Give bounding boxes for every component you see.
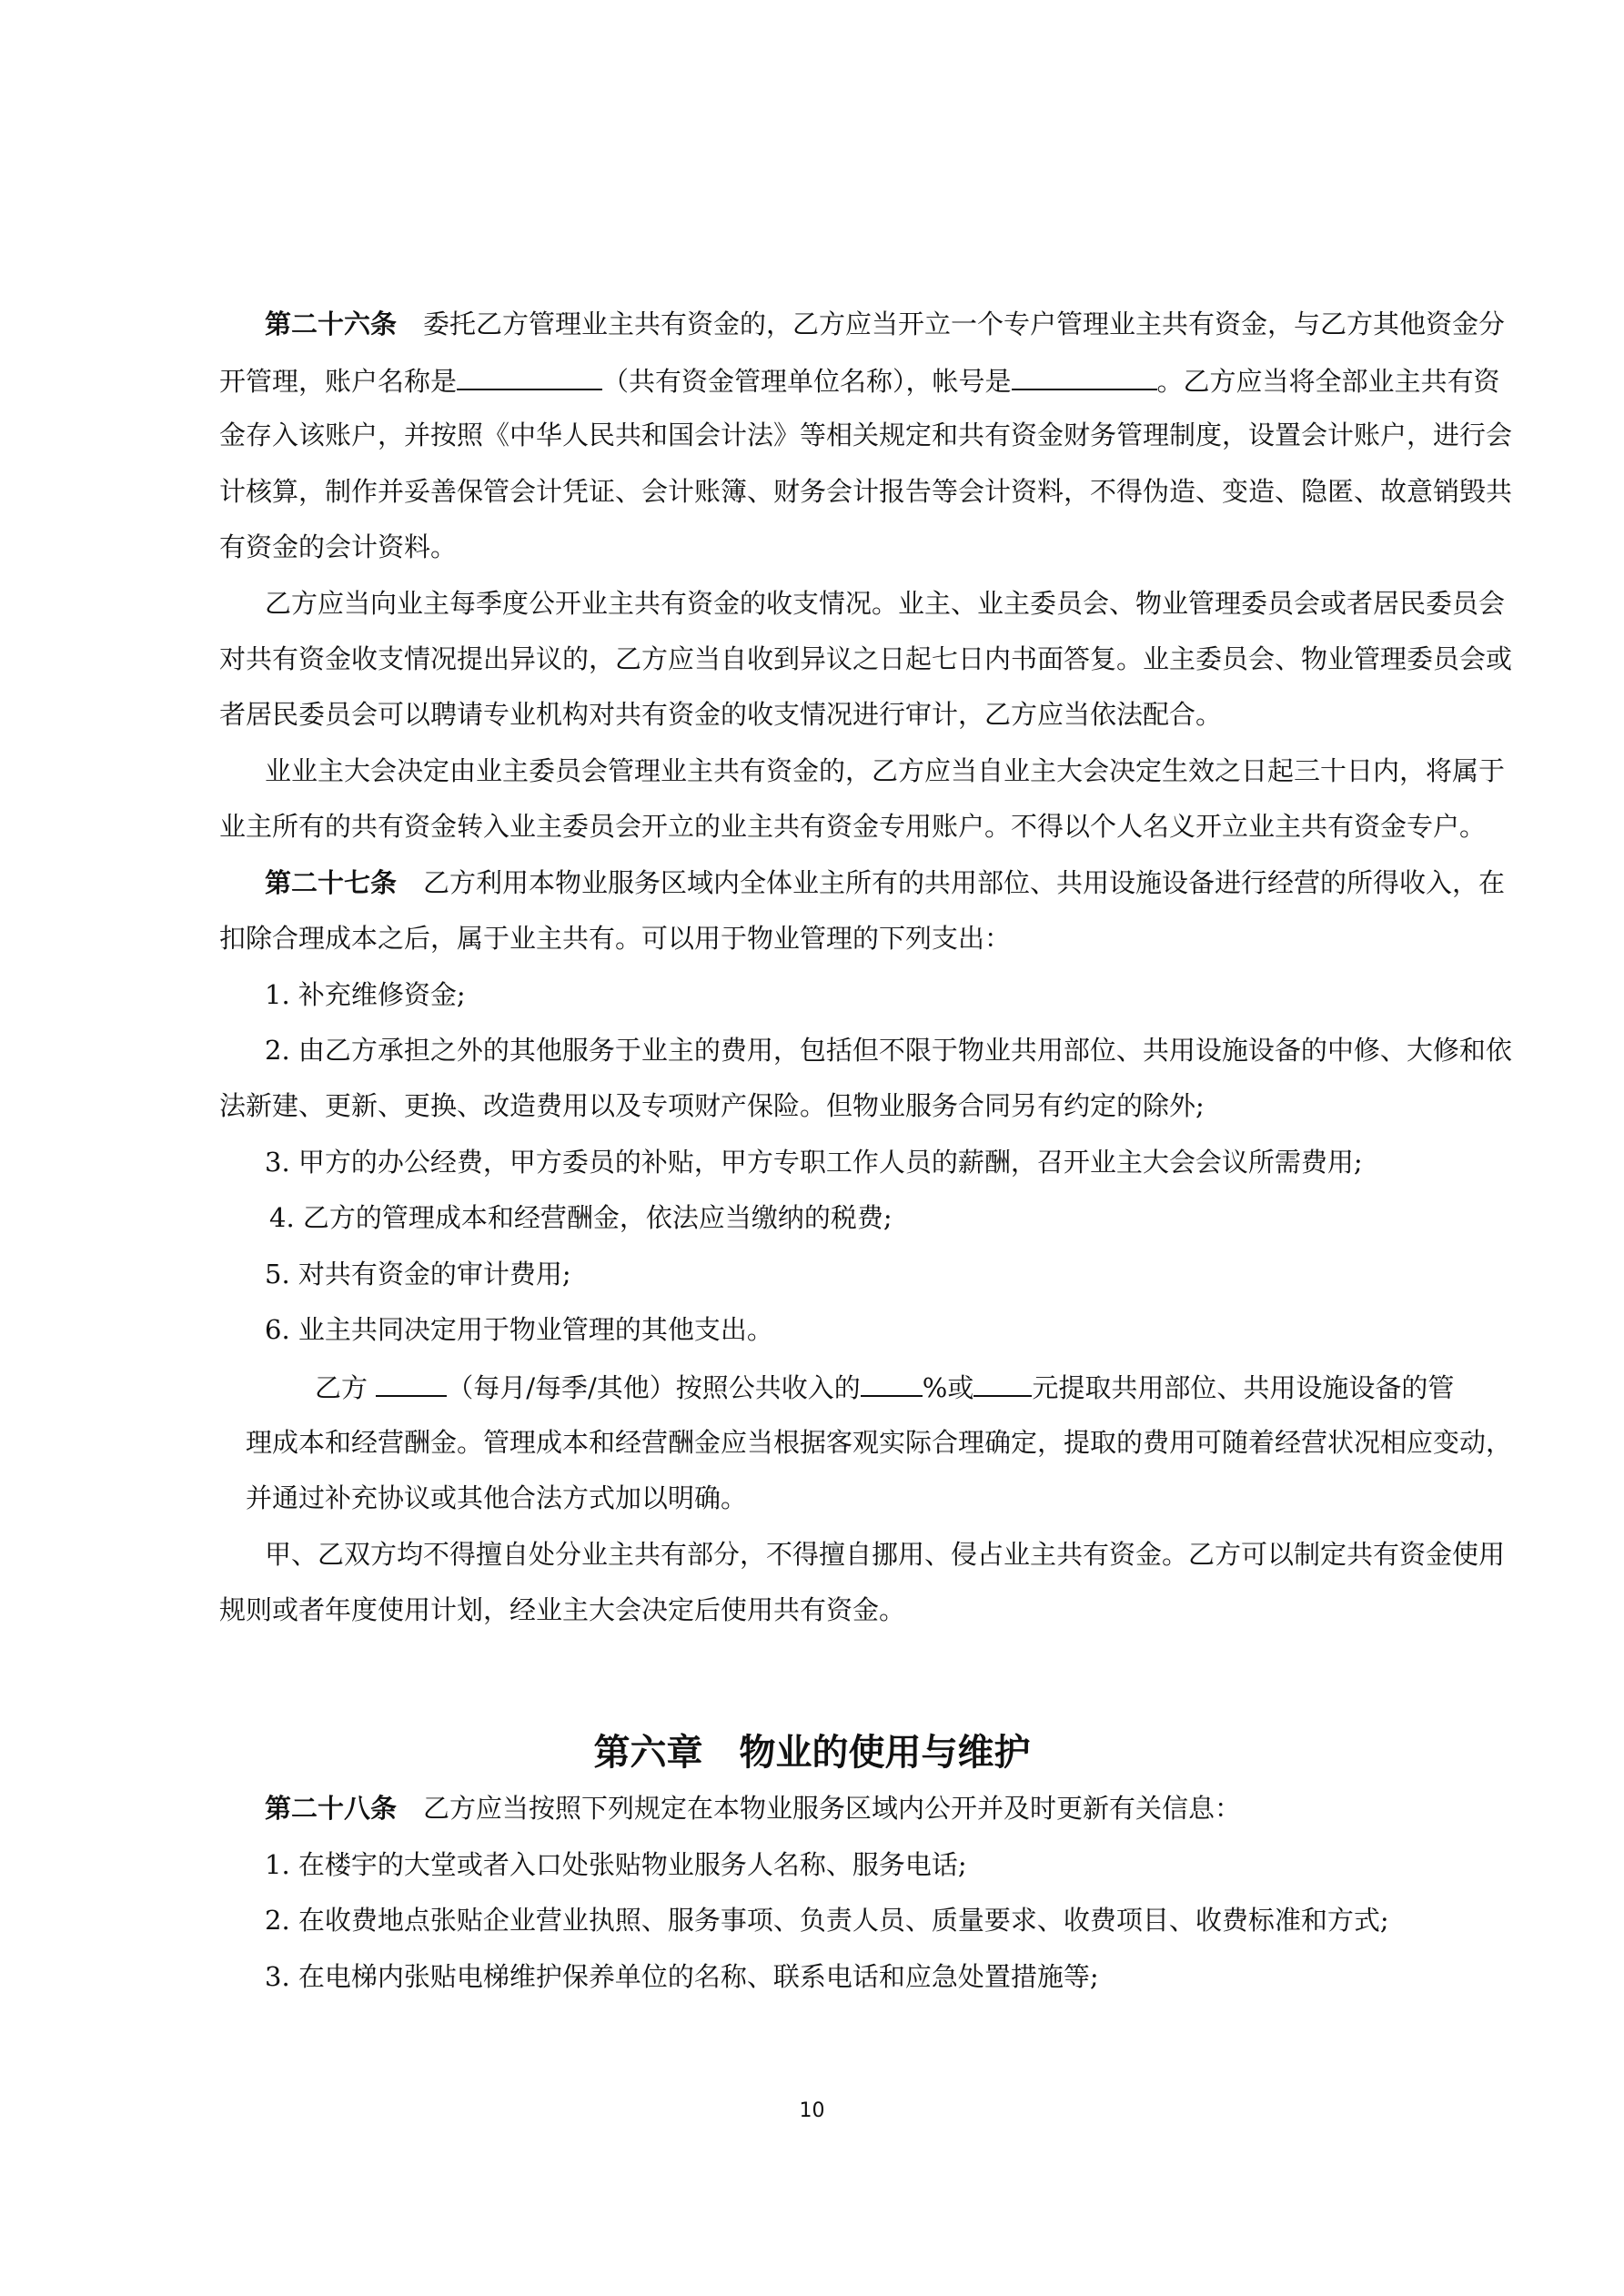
percent-blank [861,1368,923,1397]
article-27-fee-line-1: 乙方 （每月/每季/其他）按照公共收入的 %或 元提取共用部位、共用设施设备的管 [315,1368,1454,1406]
article-27-item-3: 3. 甲方的办公经费，甲方委员的补贴，甲方专职工作人员的薪酬，召开业主大会会议所需费用; [265,1147,1363,1178]
amount-blank [973,1368,1032,1397]
article-27-fee-line-2: 理成本和经营酬金。管理成本和经营酬金应当根据客观实际合理确定，提取的费用可随着经营状况相应变动， [246,1427,1513,1458]
article-26-label: 第二十六条 [265,308,398,339]
article-27-line-1: 第二十七条 乙方利用本物业服务区域内全体业主所有的共用部位、共用设施设备进行经营的所得收入，在 [265,867,1506,898]
article-28-line-1: 第二十八条 乙方应当按照下列规定在本物业服务区域内公开并及时更新有关信息： [265,1793,1242,1824]
article-26-line-3: 金存入该账户，并按照《中华人民共和国会计法》等相关规定和共有资金财务管理制度，设置会计账户，进行会 [219,420,1513,450]
article-26-line-1 [265,306,1505,342]
article-26-line-4: 计核算，制作并妥善保管会计凭证、会计账簿、财务会计报告等会计资料，不得伪造、变造、隐匿、故意销毁共 [219,476,1513,507]
account-name-blank [457,361,602,390]
article-27-item-2-line-2: 法新建、更新、更换、改造费用以及专项财产保险。但物业服务合同另有约定的除外; [219,1090,1205,1121]
period-blank [376,1368,447,1397]
article-27-line-2: 扣除合理成本之后，属于业主共有。可以用于物业管理的下列支出： [219,923,1012,954]
article-26-text-1: 委托乙方管理业主共有资金的，乙方应当开立一个专户管理业主共有资金，与乙方其他资金分 [423,308,1506,339]
article-27-item-4: 4. 乙方的管理成本和经营酬金，依法应当缴纳的税费; [269,1202,893,1233]
article-27-fee-line-3: 并通过补充协议或其他合法方式加以明确。 [246,1482,748,1513]
article-27-label: 第二十七条 [265,867,398,898]
article-26-para3-line-2: 业主所有的共有资金转入业主委员会开立的业主共有资金专用账户。不得以个人名义开立业主共有资金专户。 [219,811,1487,842]
article-28-item-3: 3. 在电梯内张贴电梯维护保养单位的名称、联系电话和应急处置措施等; [265,1961,1099,1992]
article-26-para2-line-1: 乙方应当向业主每季度公开业主共有资金的收支情况。业主、业主委员会、物业管理委员会或者居民委员会 [265,588,1506,619]
page-number: 10 [799,2099,825,2122]
article-26-para2-line-3: 者居民委员会可以聘请专业机构对共有资金的收支情况进行审计，乙方应当依法配合。 [219,699,1223,730]
article-27-item-6: 6. 业主共同决定用于物业管理的其他支出。 [265,1314,773,1345]
account-number-blank [1012,361,1157,390]
chapter-6-heading: 第六章 物业的使用与维护 [593,1731,1031,1774]
article-28-label: 第二十八条 [265,1793,398,1824]
article-27-para-line-1: 甲、乙双方均不得擅自处分业主共有部分，不得擅自挪用、侵占业主共有资金。乙方可以制定共有资金使用 [265,1539,1506,1570]
article-27-item-2-line-1: 2. 由乙方承担之外的其他服务于业主的费用，包括但不限于物业共用部位、共用设施设备的中修、大修和依 [265,1035,1512,1066]
article-27-item-1: 1. 补充维修资金; [265,979,466,1010]
article-27-para-line-2: 规则或者年度使用计划，经业主大会决定后使用共有资金。 [219,1594,906,1625]
article-27-item-5: 5. 对共有资金的审计费用; [265,1259,571,1290]
article-26-para2-line-2: 对共有资金收支情况提出异议的，乙方应当自收到异议之日起七日内书面答复。业主委员会、物业管理委员会或 [219,643,1513,674]
article-26-para3-line-1: 业业主大会决定由业主委员会管理业主共有资金的，乙方应当自业主大会决定生效之日起三十日内，将属于 [265,755,1506,786]
article-26-line-2: 开管理，账户名称是 （共有资金管理单位名称），帐号是 。乙方应当将全部业主共有资 [219,361,1500,400]
article-28-item-2: 2. 在收费地点张贴企业营业执照、服务事项、负责人员、质量要求、收费项目、收费标准和方式; [265,1905,1389,1936]
article-28-item-1: 1. 在楼宇的大堂或者入口处张贴物业服务人名称、服务电话; [265,1849,967,1880]
article-26-line-5: 有资金的会计资料。 [219,531,458,562]
